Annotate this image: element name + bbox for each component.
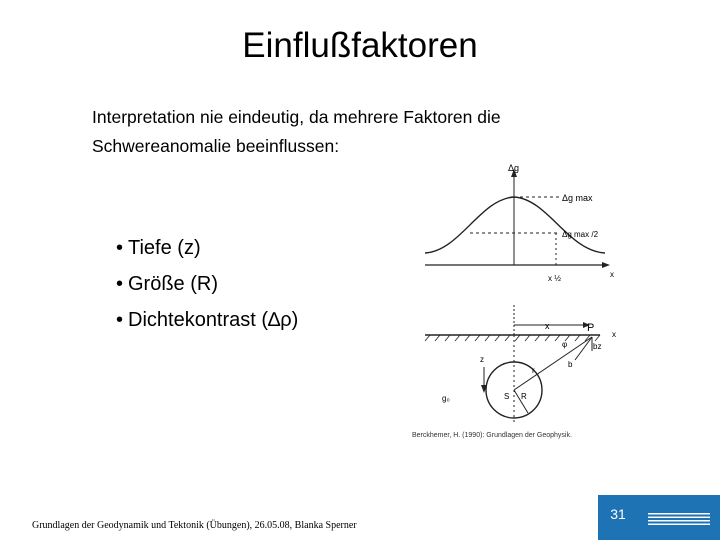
intro-line-1: Interpretation nie eindeutig, da mehrere Faktoren die xyxy=(92,107,501,127)
radius-to-point-line xyxy=(514,337,592,390)
page-number: 31 xyxy=(610,506,626,522)
label-b: b xyxy=(568,360,573,369)
list-item xyxy=(116,230,298,266)
list-item xyxy=(116,302,298,338)
label-dg-half: Δg max /2 xyxy=(562,230,599,239)
label-lower-x-axis: x xyxy=(612,330,616,339)
b-vector xyxy=(575,337,592,360)
label-dg: Δg xyxy=(508,163,520,173)
factor-density: Dichtekontrast (∆ρ) xyxy=(128,309,299,331)
intro-text xyxy=(92,103,612,161)
label-dg-max: Δg max xyxy=(562,193,593,203)
footer-text: Grundlagen der Geodynamik und Tektonik (Übungen), 26.05.08, Blanka Sperner xyxy=(32,520,357,531)
factor-depth: Tiefe (z) xyxy=(128,237,201,259)
label-x-upper: x xyxy=(610,270,614,279)
figure-caption: Berckhemer, H. (1990): Grundlagen der Geophysik. xyxy=(412,432,572,439)
list-item xyxy=(116,266,298,302)
label-x-lower: x xyxy=(545,321,550,331)
sphere-diagram xyxy=(425,305,600,425)
label-phi: φ xyxy=(562,340,568,349)
slide-title: Einflußfaktoren xyxy=(242,26,478,65)
gravity-anomaly-figure xyxy=(400,155,630,440)
x-axis-arrow xyxy=(602,262,610,268)
footer-stripes xyxy=(648,513,710,525)
label-R: R xyxy=(521,392,527,401)
label-z: z xyxy=(480,355,484,364)
label-S: S xyxy=(504,392,510,401)
factor-size: Größe (R) xyxy=(128,273,218,295)
factor-list xyxy=(116,230,298,338)
label-P: P xyxy=(587,322,595,334)
intro-line-2: Schwereanomalie beeinflussen: xyxy=(92,136,340,156)
ground-hatching xyxy=(425,335,600,341)
bullet-symbol: • xyxy=(116,309,124,331)
bullet-symbol: • xyxy=(116,237,124,259)
bullet-symbol: • xyxy=(116,273,124,295)
anomaly-curve xyxy=(425,197,605,253)
label-x-half: x ½ xyxy=(548,274,561,283)
label-r: r xyxy=(532,366,535,375)
anomaly-graph xyxy=(425,169,610,268)
label-g0: g₀ xyxy=(442,394,450,403)
label-bz: bz xyxy=(593,342,602,351)
